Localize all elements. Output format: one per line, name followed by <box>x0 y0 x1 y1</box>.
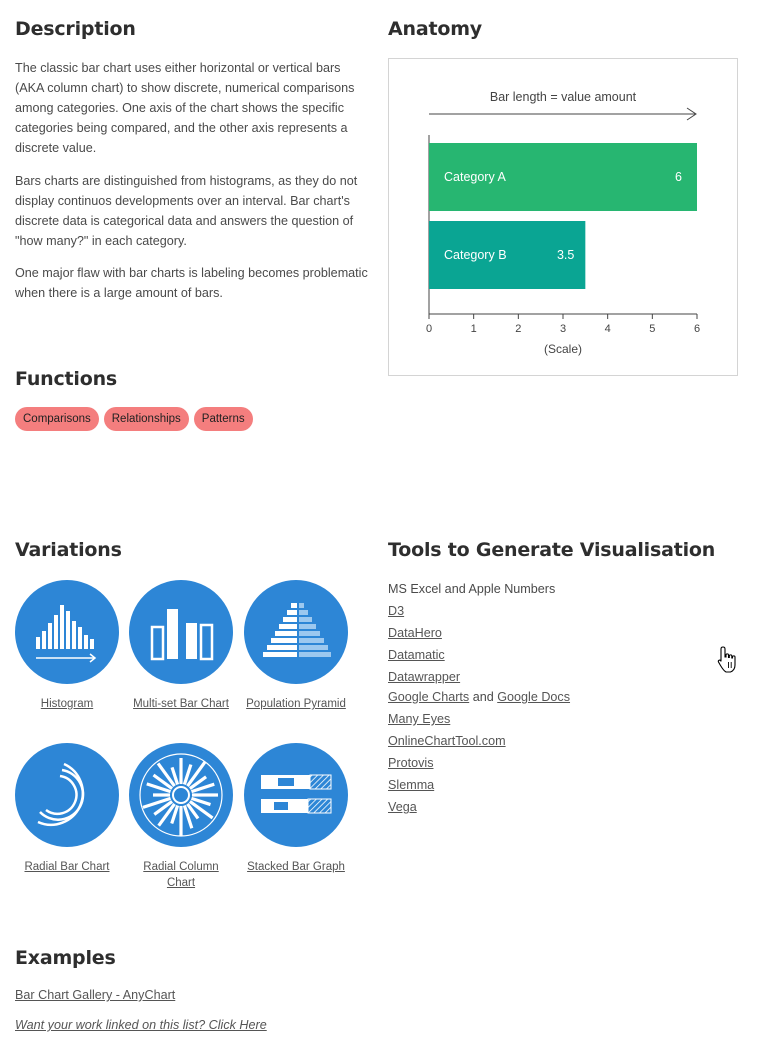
tool-link-vega[interactable]: Vega <box>388 800 417 814</box>
bar-value-label: 3.5 <box>556 248 575 262</box>
arrow-label: Bar length = value amount <box>489 90 637 104</box>
tool-link-datahero[interactable]: DataHero <box>388 626 442 640</box>
variation-stacked-bar[interactable] <box>244 743 348 875</box>
variation-label[interactable]: Multi-set Bar Chart <box>133 698 229 710</box>
variation-multi-set-bar[interactable] <box>129 580 233 712</box>
radial-column-icon <box>129 743 233 847</box>
variations-heading: Variations <box>15 539 122 561</box>
variation-label[interactable]: Histogram <box>40 698 94 710</box>
variation-histogram[interactable] <box>15 580 119 712</box>
variation-radial-column[interactable] <box>129 743 233 891</box>
variation-label[interactable]: Population Pyramid <box>246 698 346 710</box>
function-tags <box>15 407 253 431</box>
tool-link-google-docs[interactable]: Google Docs <box>497 690 571 704</box>
stacked-bar-icon <box>244 743 348 847</box>
x-tick-label: 0 <box>425 323 433 335</box>
description-paragraph-3: One major flaw with bar charts is labeling becomes problematic when there is a large amount of bars. <box>15 266 368 300</box>
description-paragraph-1: The classic bar chart uses either horizontal or vertical bars (AKA column chart) to show discrete, numerical comparisons among categories. One axis of the chart shows the specific categories being compared, and the other axis represents a discrete value. <box>15 61 355 155</box>
anatomy-chart <box>389 59 737 375</box>
tag-comparisons[interactable]: Comparisons <box>15 407 99 431</box>
submit-work-link[interactable]: Want your work linked on this list? Click Here <box>15 1018 267 1032</box>
x-tick-label: 5 <box>649 323 656 335</box>
multi-set-bar-icon <box>129 580 233 684</box>
variation-label[interactable]: Stacked Bar Graph <box>247 861 345 873</box>
tools-intro: MS Excel and Apple Numbers <box>388 582 556 596</box>
population-pyramid-icon <box>244 580 348 684</box>
tools-and-text: and <box>472 690 494 704</box>
anatomy-heading: Anatomy <box>388 18 482 40</box>
tool-link-slemma[interactable]: Slemma <box>388 778 435 792</box>
x-tick-label: 2 <box>515 323 522 335</box>
tag-relationships[interactable]: Relationships <box>104 407 189 431</box>
radial-bar-icon <box>15 743 119 847</box>
variation-label[interactable]: Radial Column Chart <box>143 861 219 889</box>
examples-heading: Examples <box>15 947 116 969</box>
variation-population-pyramid[interactable] <box>244 580 348 712</box>
examples-list <box>15 986 267 1046</box>
tool-link-protovis[interactable]: Protovis <box>388 756 434 770</box>
anatomy-diagram <box>388 58 738 376</box>
x-tick-label: 3 <box>559 323 567 335</box>
example-link-anychart[interactable]: Bar Chart Gallery - AnyChart <box>15 988 176 1002</box>
x-tick-label: 1 <box>470 323 477 335</box>
x-tick-label: 4 <box>604 323 611 335</box>
tool-link-many-eyes[interactable]: Many Eyes <box>388 712 451 726</box>
description-paragraph-2: Bars charts are distinguished from histograms, as they do not display continuos developments over an interval. Bar chart's discrete data is categorical data and answers the question of "how many?" in each category. <box>15 174 358 248</box>
variation-radial-bar[interactable] <box>15 743 119 875</box>
x-tick-label: 6 <box>693 323 701 335</box>
tag-patterns[interactable]: Patterns <box>194 407 253 431</box>
bar-category-label: Category A <box>444 170 506 184</box>
bar-category-label: Category B <box>444 248 507 262</box>
tools-list <box>388 578 748 818</box>
scale-label: (Scale) <box>543 342 583 356</box>
tool-link-onlinecharttool[interactable]: OnlineChartTool.com <box>388 734 506 748</box>
tool-link-datawrapper[interactable]: Datawrapper <box>388 670 461 684</box>
variation-label[interactable]: Radial Bar Chart <box>24 861 110 873</box>
tool-link-datamatic[interactable]: Datamatic <box>388 648 445 662</box>
bar-value-label: 6 <box>675 170 682 184</box>
tool-link-d3[interactable]: D3 <box>388 604 405 618</box>
functions-heading: Functions <box>15 368 118 390</box>
description-heading: Description <box>15 18 136 40</box>
tools-heading: Tools to Generate Visualisation <box>388 539 716 561</box>
tool-link-google-charts[interactable]: Google Charts <box>388 690 470 704</box>
hand-cursor-icon <box>716 645 740 680</box>
histogram-icon <box>15 580 119 684</box>
